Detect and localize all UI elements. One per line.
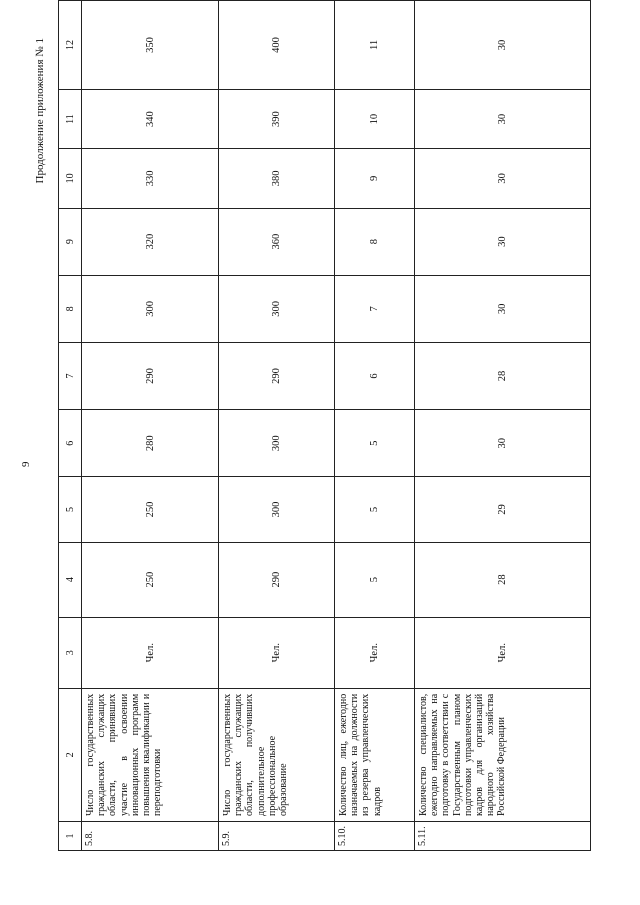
header-cell: 11 [59, 89, 82, 148]
row-unit: Чел. [335, 617, 415, 688]
value-cell: 10 [335, 89, 415, 148]
value-cell: 290 [219, 542, 335, 617]
value-cell: 290 [82, 342, 219, 409]
appendix-label: Продолжение приложения № 1 [34, 38, 46, 184]
header-cell: 8 [59, 275, 82, 342]
value-cell: 29 [415, 477, 591, 542]
table-row [335, 1, 415, 851]
table-row [82, 1, 219, 851]
value-cell: 5 [335, 542, 415, 617]
header-cell: 10 [59, 149, 82, 208]
value-cell: 6 [335, 342, 415, 409]
row-unit: Чел. [82, 617, 219, 688]
value-cell: 30 [415, 410, 591, 477]
value-cell: 9 [335, 149, 415, 208]
value-cell: 30 [415, 89, 591, 148]
header-cell: 12 [59, 1, 82, 90]
row-unit: Чел. [415, 617, 591, 688]
value-cell: 300 [82, 275, 219, 342]
value-cell: 390 [219, 89, 335, 148]
row-unit: Чел. [219, 617, 335, 688]
value-cell: 250 [82, 542, 219, 617]
value-cell: 380 [219, 149, 335, 208]
value-cell: 30 [415, 1, 591, 90]
header-cell: 6 [59, 410, 82, 477]
indicators-table [58, 0, 591, 851]
row-description: Количество лиц, ежегодно назначаемых на должности из резерва управленческих кадров [335, 688, 415, 821]
row-description: Число государственных гражданских служащих области, принявших участие в освоении инновационных программ повышения квалификации и переподготовки [82, 688, 219, 821]
value-cell: 400 [219, 1, 335, 90]
value-cell: 340 [82, 89, 219, 148]
value-cell: 7 [335, 275, 415, 342]
value-cell: 350 [82, 1, 219, 90]
page-number: 9 [20, 461, 32, 467]
value-cell: 250 [82, 477, 219, 542]
value-cell: 290 [219, 342, 335, 409]
value-cell: 360 [219, 208, 335, 275]
table-row [415, 1, 591, 851]
row-number: 5.9. [219, 822, 335, 851]
value-cell: 330 [82, 149, 219, 208]
header-cell: 4 [59, 542, 82, 617]
value-cell: 320 [82, 208, 219, 275]
header-cell: 7 [59, 342, 82, 409]
value-cell: 28 [415, 542, 591, 617]
row-description: Число государственных гражданских служащих области, получивших дополнительное профессиональное образование [219, 688, 335, 821]
value-cell: 11 [335, 1, 415, 90]
value-cell: 30 [415, 275, 591, 342]
header-cell: 5 [59, 477, 82, 542]
value-cell: 5 [335, 477, 415, 542]
row-number: 5.11. [415, 822, 591, 851]
value-cell: 280 [82, 410, 219, 477]
row-number: 5.10. [335, 822, 415, 851]
header-cell: 3 [59, 617, 82, 688]
value-cell: 300 [219, 477, 335, 542]
header-cell: 2 [59, 688, 82, 821]
header-cell: 1 [59, 822, 82, 851]
value-cell: 5 [335, 410, 415, 477]
value-cell: 30 [415, 149, 591, 208]
value-cell: 8 [335, 208, 415, 275]
header-cell: 9 [59, 208, 82, 275]
table-row [219, 1, 335, 851]
value-cell: 30 [415, 208, 591, 275]
value-cell: 300 [219, 275, 335, 342]
row-description: Количество специалистов, ежегодно направляемых на подготовку в соответствии с Государственным планом подготовки управленческих кадров для организаций народного хозяйства Российской Федерации [415, 688, 591, 821]
header-row [59, 1, 82, 851]
value-cell: 28 [415, 342, 591, 409]
value-cell: 300 [219, 410, 335, 477]
row-number: 5.8. [82, 822, 219, 851]
